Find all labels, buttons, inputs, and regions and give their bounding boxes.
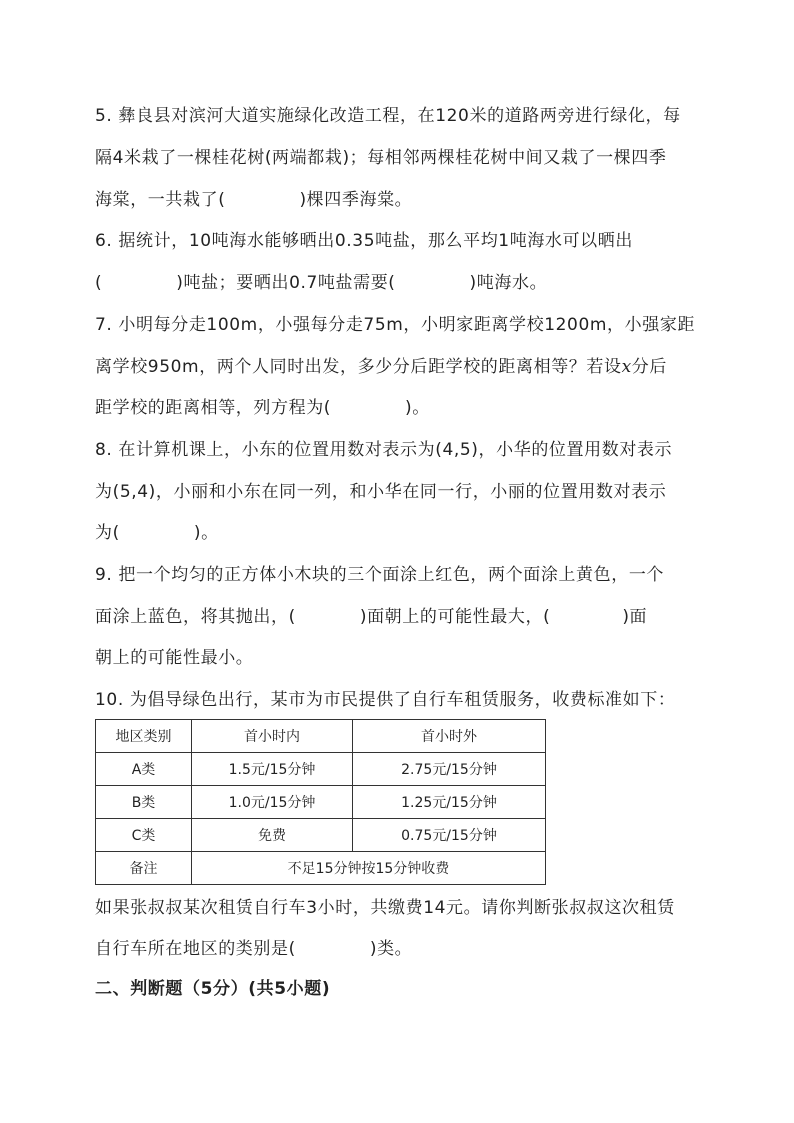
q10-text-after-blank: )类。 bbox=[369, 939, 413, 959]
table-note-row bbox=[96, 852, 546, 885]
table-row bbox=[96, 819, 546, 852]
table-cell: 0.75元/15分钟 bbox=[353, 819, 546, 852]
q5-line-2: 隔4米栽了一棵桂花树(两端都栽)；每相邻两棵桂花树中间又栽了一棵四季 bbox=[95, 148, 667, 168]
q7-text-after-blank: )。 bbox=[405, 398, 430, 418]
q7-variable-x: x bbox=[621, 357, 632, 377]
q7-line-3 bbox=[95, 396, 430, 420]
table-header-cell: 首小时外 bbox=[353, 720, 546, 753]
q10-line-1: 10. 为倡导绿色出行，某市为市民提供了自行车租赁服务，收费标准如下： bbox=[95, 690, 676, 710]
q7-text-before-blank: 距学校的距离相等，列方程为( bbox=[95, 398, 332, 418]
q6-line-1: 6. 据统计，10吨海水能够晒出0.35吨盐，那么平均1吨海水可以晒出 bbox=[95, 231, 633, 251]
q8-text-before-blank: 为( bbox=[95, 523, 120, 543]
q9-line-3: 朝上的可能性最小。 bbox=[95, 648, 254, 668]
fee-table bbox=[95, 719, 546, 885]
q5-text-after-blank: )棵四季海棠。 bbox=[299, 190, 413, 210]
q6-end-text: )吨海水。 bbox=[469, 273, 548, 293]
table-header-row bbox=[96, 720, 546, 753]
q9-line-1: 9. 把一个均匀的正方体小木块的三个面涂上红色，两个面涂上黄色，一个 bbox=[95, 565, 665, 585]
q8-line-1: 8. 在计算机课上，小东的位置用数对表示为(4,5)，小华的位置用数对表示 bbox=[95, 440, 673, 460]
table-header-cell: 地区类别 bbox=[96, 720, 192, 753]
table-cell: 1.5元/15分钟 bbox=[192, 753, 353, 786]
table-cell: 1.25元/15分钟 bbox=[353, 786, 546, 819]
table-cell: A类 bbox=[96, 753, 192, 786]
q8-line-2: 为(5,4)，小丽和小东在同一列，和小华在同一行，小丽的位置用数对表示 bbox=[95, 482, 667, 502]
q7-line-2-end: 分后 bbox=[631, 357, 667, 377]
q6-open-paren: ( bbox=[95, 273, 103, 293]
table-cell: 2.75元/15分钟 bbox=[353, 753, 546, 786]
q9-line-2 bbox=[95, 605, 647, 629]
q6-line-2 bbox=[95, 271, 547, 295]
table-row bbox=[96, 786, 546, 819]
q7-line-1: 7. 小明每分走100m，小强每分走75m，小明家距离学校1200m，小强家距 bbox=[95, 315, 696, 335]
q10-text-before-blank: 自行车所在地区的类别是( bbox=[95, 939, 296, 959]
table-note-text: 不足15分钟按15分钟收费 bbox=[192, 852, 546, 885]
table-cell: 1.0元/15分钟 bbox=[192, 786, 353, 819]
q10-after-line-1: 如果张叔叔某次租赁自行车3小时，共缴费14元。请你判断张叔叔这次租赁 bbox=[95, 898, 675, 918]
table-cell: C类 bbox=[96, 819, 192, 852]
q5-line-3 bbox=[95, 188, 412, 212]
table-row bbox=[96, 753, 546, 786]
table-note-label: 备注 bbox=[96, 852, 192, 885]
table-cell: B类 bbox=[96, 786, 192, 819]
q5-line-1: 5. 彝良县对滨河大道实施绿化改造工程，在120米的道路两旁进行绿化，每 bbox=[95, 106, 681, 126]
q7-line-2-text: 离学校950m，两个人同时出发，多少分后距学校的距离相等？若设 bbox=[95, 357, 622, 377]
q10-after-line-2 bbox=[95, 937, 412, 961]
q5-text-before-blank: 海棠，一共栽了( bbox=[95, 190, 226, 210]
q9-text-a: 面涂上蓝色，将其抛出，( bbox=[95, 607, 296, 627]
section-2-heading: 二、判断题（5分）(共5小题) bbox=[95, 979, 331, 999]
q8-text-after-blank: )。 bbox=[193, 523, 219, 543]
q9-text-b: )面朝上的可能性最大，( bbox=[359, 607, 551, 627]
table-header-cell: 首小时内 bbox=[192, 720, 353, 753]
q6-middle-text: )吨盐；要晒出0.7吨盐需要( bbox=[176, 273, 396, 293]
q7-line-2 bbox=[95, 355, 667, 379]
table-cell: 免费 bbox=[192, 819, 353, 852]
q9-text-c: )面 bbox=[622, 607, 648, 627]
q8-line-3 bbox=[95, 521, 219, 545]
